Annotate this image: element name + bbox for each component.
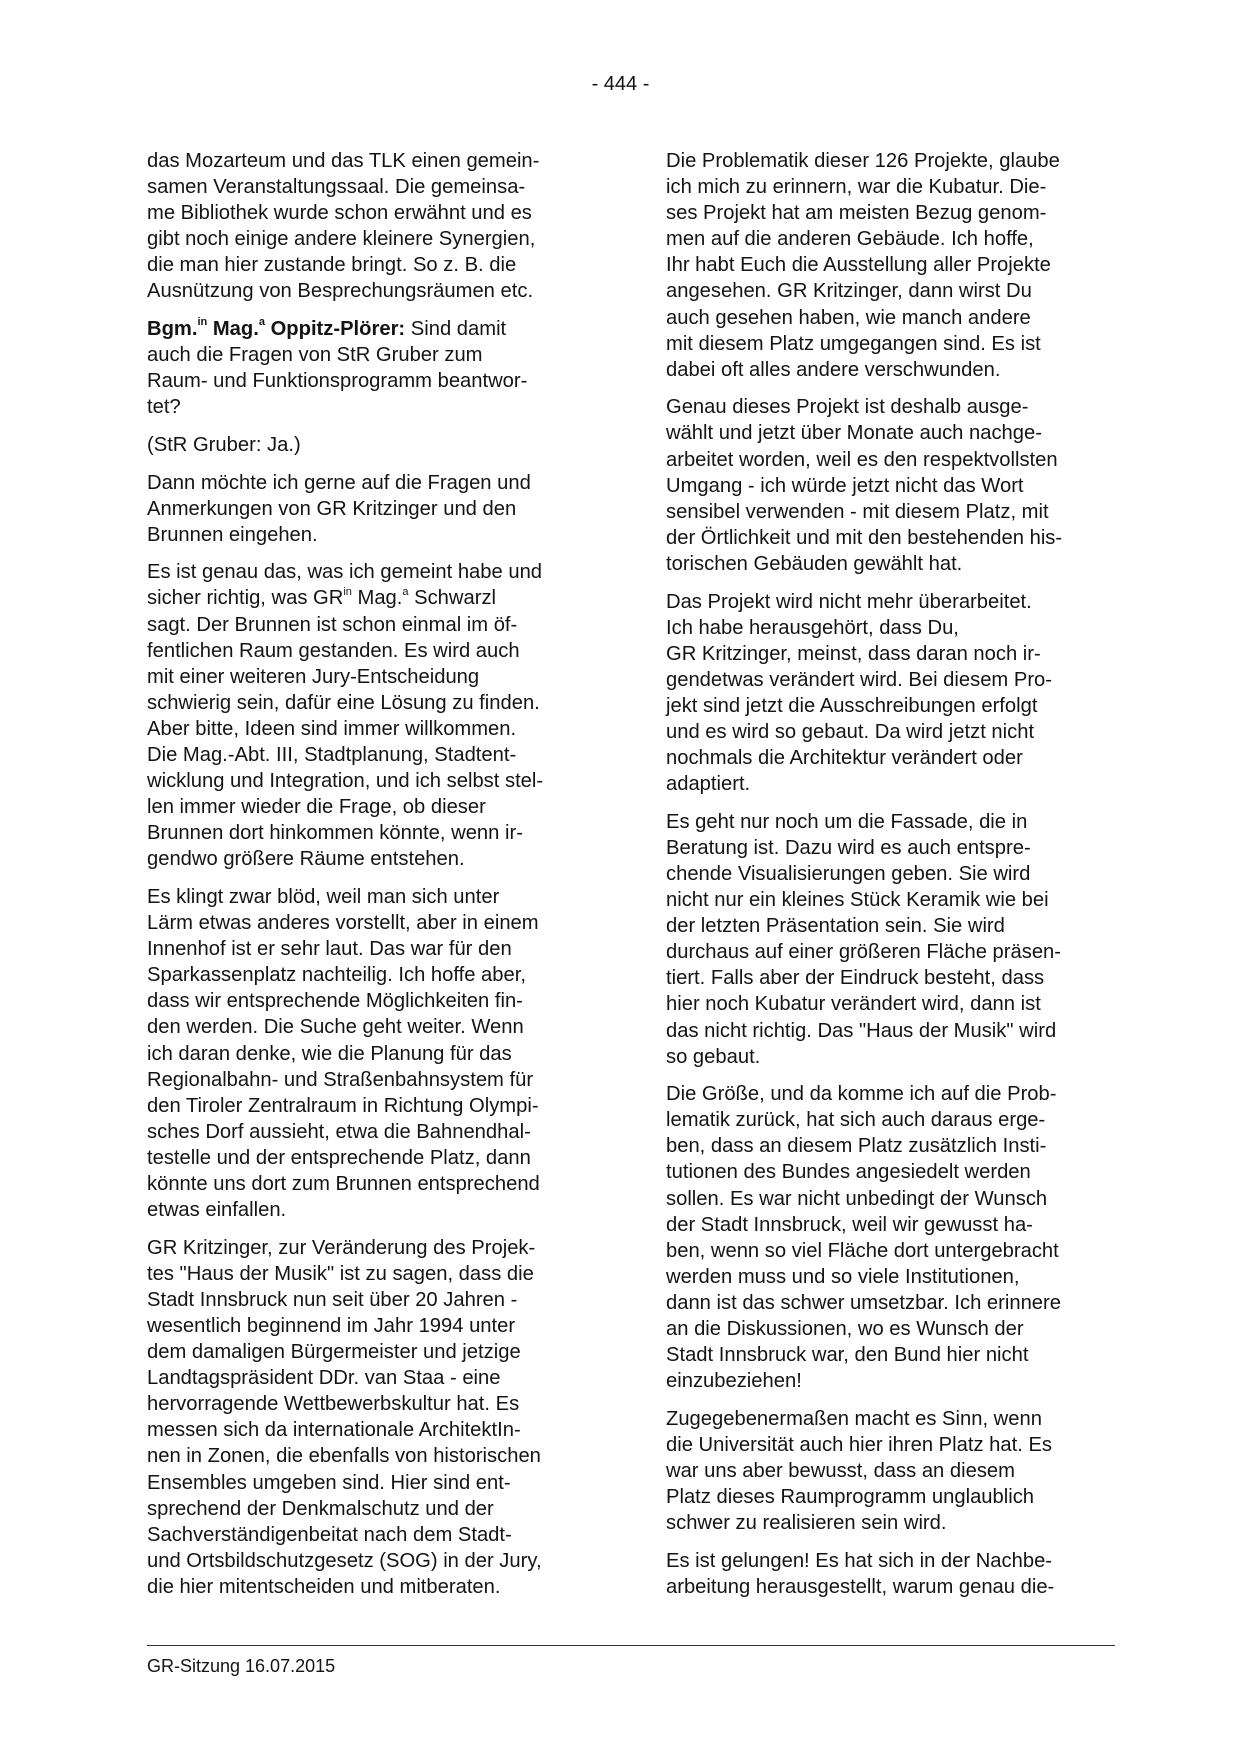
text-line: sagt. Der Brunnen ist schon einmal im öf- (147, 613, 518, 636)
text-line: tes "Haus der Musik" ist zu sagen, dass die (147, 1262, 534, 1285)
text-line: men auf die anderen Gebäude. Ich hoffe, (666, 228, 1034, 251)
text-line: Es klingt zwar blöd, weil man sich unter (147, 885, 500, 908)
text-line: gendetwas verändert wird. Bei diesem Pro- (666, 668, 1052, 691)
page-number: - 444 - (591, 73, 650, 95)
text-line: sollen. Es war nicht unbedingt der Wunsch (666, 1187, 1048, 1210)
text-line: ses Projekt hat am meisten Bezug genom- (666, 202, 1047, 225)
text-line: tiert. Falls aber der Eindruck besteht, dass (666, 967, 1045, 990)
text-line: angesehen. GR Kritzinger, dann wirst Du (666, 280, 1032, 303)
speaker-paragraph (147, 316, 595, 420)
text-line: Ihr habt Euch die Ausstellung aller Projekte (666, 254, 1051, 277)
text-line: Platz dieses Raumprogramm unglaublich (666, 1486, 1035, 1509)
text-line: mit einer weiteren Jury-Entscheidung (147, 665, 480, 688)
text-line: Die Größe, und da komme ich auf die Prob- (666, 1083, 1057, 1106)
text-line: ben, wenn so viel Fläche dort untergebracht (666, 1239, 1059, 1262)
text-line: schwer zu realisieren sein wird. (666, 1512, 947, 1535)
text-line: tutionen des Bundes angesiedelt werden (666, 1161, 1031, 1184)
text-line: torischen Gebäuden gewählt hat. (666, 552, 963, 575)
paragraph (147, 148, 595, 305)
text-line: die hier mitentscheiden und mitberaten. (147, 1575, 501, 1598)
text-line: der Örtlichkeit und mit den bestehenden his- (666, 526, 1063, 549)
text-line: hier noch Kubatur verändert wird, dann ist (666, 993, 1041, 1016)
text-line: der letzten Präsentation sein. Sie wird (666, 915, 1005, 938)
text-line: hervorragende Wettbewerbskultur hat. Es (147, 1393, 520, 1416)
text-line: jekt sind jetzt die Ausschreibungen erfolgt (666, 694, 1038, 717)
text-line: die man hier zustande bringt. So z. B. die (147, 254, 517, 277)
text-line: tet? (147, 396, 181, 419)
text-line: und es wird so gebaut. Da wird jetzt nicht (666, 720, 1035, 743)
text-line: an die Diskussionen, wo es Wunsch der (666, 1318, 1024, 1341)
text-line: dabei oft alles andere verschwunden. (666, 358, 1001, 381)
text-line: Brunnen eingehen. (147, 523, 318, 546)
text-line: das Mozarteum und das TLK einen gemein- (147, 150, 540, 172)
text-line: den werden. Die Suche geht weiter. Wenn (147, 1016, 524, 1039)
text-line: sensibel verwenden - mit diesem Platz, mit (666, 500, 1049, 523)
text-line: len immer wieder die Frage, ob dieser (147, 796, 486, 819)
speaker-paragraph-rest (147, 342, 595, 420)
text-line: schwierig sein, dafür eine Lösung zu finden. (147, 691, 540, 714)
footer-divider (147, 1645, 1115, 1646)
text-line: Brunnen dort hinkommen könnte, wenn ir- (147, 822, 523, 845)
paragraph (147, 1235, 595, 1600)
text-line: Anmerkungen von GR Kritzinger und den (147, 497, 517, 520)
text-line: Es geht nur noch um die Fassade, die in (666, 810, 1028, 833)
interjection: (StR Gruber: Ja.) (147, 433, 301, 456)
text-line: wesentlich beginnend im Jahr 1994 unter (147, 1314, 516, 1337)
text-line: einzubeziehen! (666, 1370, 802, 1393)
text-line: war uns aber bewusst, dass an diesem (666, 1460, 1015, 1482)
paragraph (666, 809, 1114, 1070)
text-line: Die Mag.-Abt. III, Stadtplanung, Stadtent- (147, 743, 517, 766)
text-line: mit diesem Platz umgegangen sind. Es ist (666, 332, 1041, 355)
text-line: ben, dass an diesem Platz zusätzlich Insti- (666, 1135, 1047, 1158)
text-line: nicht nur ein kleines Stück Keramik wie bei (666, 889, 1049, 912)
text-line: lematik zurück, hat sich auch daraus erge- (666, 1109, 1046, 1132)
text-line: könnte uns dort zum Brunnen entsprechend (147, 1172, 540, 1195)
text-line: sches Dorf aussieht, etwa die Bahnendhal- (147, 1120, 531, 1143)
text-line: Beratung ist. Dazu wird es auch entspre- (666, 836, 1031, 859)
text-line: Genau dieses Projekt ist deshalb ausge- (666, 396, 1029, 419)
text-line: dem damaligen Bürgermeister und jetzige (147, 1341, 521, 1364)
paragraph: Es ist genau das, was ich gemeint habe und sicher richtig, was $GR^{in}$ Mag.$^a$ Schwarzl sagt. Der Brunnen ist schon einmal im öf- fentlichen Raum gestanden. Es wird auch mit einer weiteren Jury-Entscheidung schwierig sein, dafür eine Lösung zu finden. Aber bitte, Ideen sind immer willkommen. Die Mag.-Abt. III, Stadtplanung, Stadtent- wicklung und Integration, und ich selbst stel- len immer wieder die Frage, ob dieser Brunnen dort hinkommen könnte, wenn ir- gendwo größere Räume entstehen. (147, 559, 595, 872)
text-line: Es ist gelungen! Es hat sich in der Nachbe- (666, 1549, 1053, 1572)
paragraph (666, 1406, 1114, 1536)
text-line: nen in Zonen, die ebenfalls von historischen (147, 1445, 541, 1468)
footer-session-date: GR-Sitzung 16.07.2015 (147, 1656, 336, 1676)
text-line: Sachverständigenbeitat nach dem Stadt- (147, 1523, 512, 1546)
text-line: auch die Fragen von StR Gruber zum (147, 344, 483, 367)
text-line: Zugegebenermaßen macht es Sinn, wenn (666, 1407, 1042, 1430)
text-line: Umgang - ich würde jetzt nicht das Wort (666, 474, 1024, 497)
speaker-label: Bgm.$^{in}$ Mag.$^a$ Oppitz-Plörer: (147, 316, 406, 341)
text-line: Regionalbahn- und Straßenbahnsystem für (147, 1068, 534, 1091)
left-column (147, 148, 595, 1611)
text-line: arbeitet worden, weil es den respektvollsten (666, 448, 1058, 471)
text-line: ich mich zu erinnern, war die Kubatur. Die- (666, 176, 1047, 199)
text-line: wicklung und Integration, und ich selbst stel- (147, 770, 544, 793)
text-line: arbeitung herausgestellt, warum genau die- (666, 1575, 1055, 1598)
paragraph (147, 470, 595, 548)
paragraph (666, 1548, 1114, 1600)
text-line: me Bibliothek wurde schon erwähnt und es (147, 202, 532, 225)
text-line: Ich habe herausgehört, dass Du, (666, 616, 959, 639)
text-line: etwas einfallen. (147, 1199, 287, 1222)
text-line: und Ortsbildschutzgesetz (SOG) in der Jury, (147, 1549, 542, 1572)
paragraph-rest (147, 612, 595, 873)
text-line: sprechend der Denkmalschutz und der (147, 1497, 494, 1520)
paragraph (666, 148, 1114, 383)
text-line: testelle und der entsprechende Platz, dann (147, 1146, 531, 1169)
paragraph (666, 1081, 1114, 1394)
text-line: so gebaut. (666, 1045, 761, 1068)
paragraph (147, 884, 595, 1223)
text-line: auch gesehen haben, wie manch andere (666, 306, 1031, 329)
text-line: ich daran denke, wie die Planung für das (147, 1042, 512, 1065)
text-line: gendwo größere Räume entstehen. (147, 848, 465, 871)
text-line: dann ist das schwer umsetzbar. Ich erinnere (666, 1291, 1061, 1314)
text-line: werden muss und so viele Institutionen, (666, 1265, 1020, 1288)
text-line: gibt noch einige andere kleinere Synergien, (147, 228, 536, 251)
right-column (666, 148, 1114, 1611)
paragraph (666, 394, 1114, 577)
text-line: Sparkassenplatz nachteilig. Ich hoffe aber, (147, 964, 526, 987)
text-line: Ausnützung von Besprechungsräumen etc. (147, 280, 534, 303)
text-line: Die Problematik dieser 126 Projekte, glaube (666, 150, 1060, 172)
text-line: Das Projekt wird nicht mehr überarbeitet. (666, 590, 1032, 613)
text-line: GR Kritzinger, meinst, dass daran noch ir- (666, 642, 1041, 665)
text-line: Lärm etwas anderes vorstellt, aber in einem (147, 912, 539, 935)
text-line: wählt und jetzt über Monate auch nachge- (666, 422, 1042, 445)
text-line: Ensembles umgeben sind. Hier sind ent- (147, 1471, 511, 1494)
text-line: Stadt Innsbruck nun seit über 20 Jahren - (147, 1288, 518, 1311)
text-line: Stadt Innsbruck war, den Bund hier nicht (666, 1344, 1029, 1367)
text-line: adaptiert. (666, 773, 751, 796)
paragraph (666, 589, 1114, 798)
text-line: Dann möchte ich gerne auf die Fragen und (147, 471, 531, 494)
speaker-line: Bgm.$^{in}$ Mag.$^a$ Oppitz-Plörer: Sind damit (147, 316, 507, 341)
text-line: Landtagspräsident DDr. van Staa - eine (147, 1367, 501, 1390)
text-line: messen sich da internationale ArchitektIn- (147, 1419, 521, 1442)
text-line: dass wir entsprechende Möglichkeiten fin- (147, 990, 523, 1013)
text-line: Aber bitte, Ideen sind immer willkommen. (147, 717, 517, 740)
text-line: das nicht richtig. Das "Haus der Musik" wird (666, 1019, 1057, 1042)
text-line: fentlichen Raum gestanden. Es wird auch (147, 639, 520, 662)
text-line: chende Visualisierungen geben. Sie wird (666, 862, 1031, 885)
text-line: Innenhof ist er sehr laut. Das war für den (147, 938, 512, 961)
text-line: GR Kritzinger, zur Veränderung des Projek- (147, 1236, 536, 1259)
text-line: samen Veranstaltungssaal. Die gemeinsa- (147, 176, 526, 199)
text-line: der Stadt Innsbruck, weil wir gewusst ha- (666, 1213, 1033, 1236)
text-line: durchaus auf einer größeren Fläche präsen- (666, 941, 1061, 964)
text-line: den Tiroler Zentralraum in Richtung Olympi- (147, 1094, 539, 1117)
text-line: Raum- und Funktionsprogramm beantwor- (147, 370, 528, 393)
text-line: nochmals die Architektur verändert oder (666, 747, 1023, 770)
text-line: die Universität auch hier ihren Platz hat. Es (666, 1433, 1052, 1456)
